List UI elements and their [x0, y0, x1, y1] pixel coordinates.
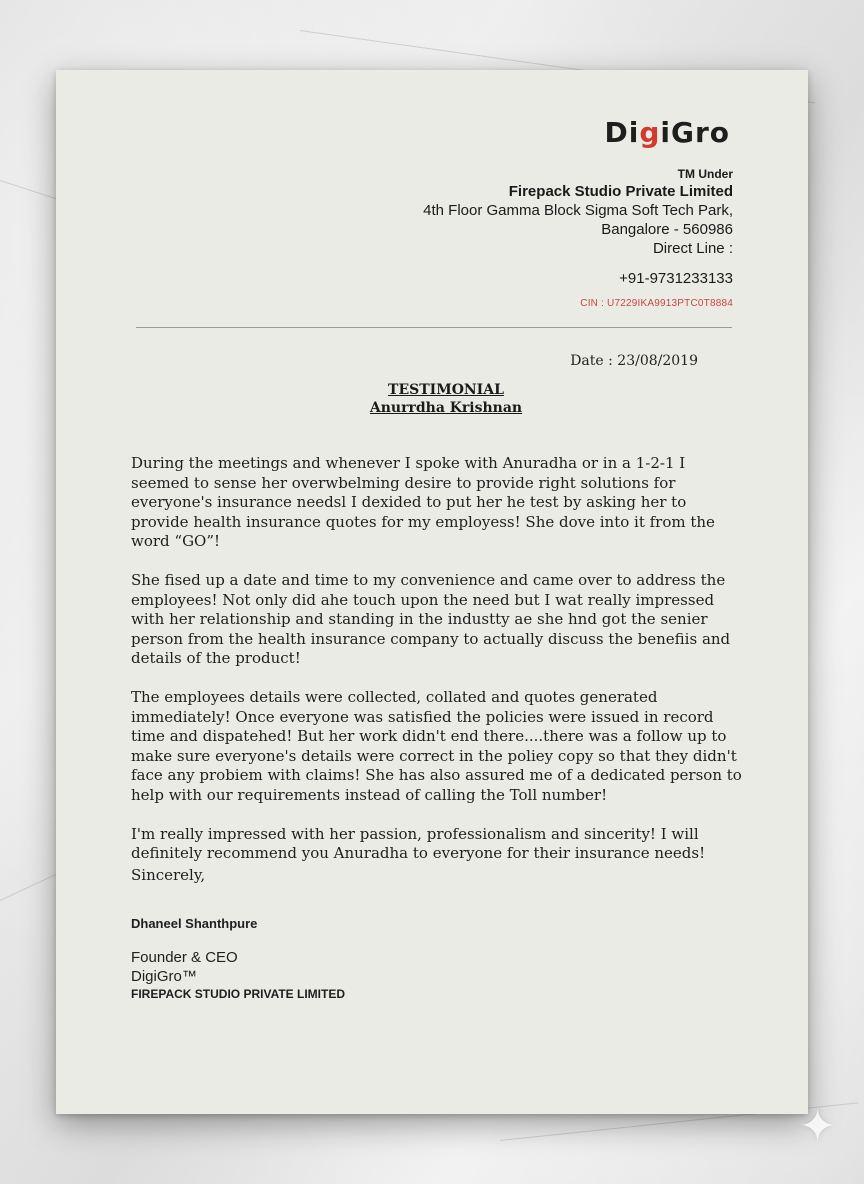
signer-role: Founder & CEO: [131, 949, 238, 966]
letter-closing: Sincerely,: [131, 866, 206, 884]
direct-line-label: Direct Line :: [652, 240, 733, 257]
body-paragraph-3: The employees details were collected, collated and quotes generated immediately! Once everyone was satisfied the policies were issued in record time and dispatehed! But her work didn't end there....there was a follow up to make sure everyone's details were correct in the poliey copy so that they didn't face any probiem with claims! She has also assured me of a dedicated person to help with our requirements instead of calling the Toll number!: [131, 687, 742, 804]
letter-title: TESTIMONIAL: [388, 382, 504, 398]
phone-number: +91-9731233133: [619, 270, 733, 287]
body-paragraph-4: I'm really impressed with her passion, professionalism and sincerity! I will definitely recommend you Anuradha to everyone for their insurance needs!: [131, 824, 706, 863]
signer-brand: DigiGro™: [131, 968, 197, 985]
letter-subject: Anurrdha Krishnan: [369, 400, 523, 416]
cin-number: CIN : U7229IKA9913PTC0T8884: [580, 298, 733, 309]
sparkle-icon: ✦: [799, 1101, 836, 1152]
signer-firm: FIREPACK STUDIO PRIVATE LIMITED: [131, 987, 346, 1001]
header-divider: [136, 327, 732, 328]
tm-under-label: TM Under: [677, 167, 733, 181]
letter-paper: [56, 70, 808, 1114]
body-paragraph-1: During the meetings and whenever I spoke with Anuradha or in a 1-2-1 I seemed to sense her overwbelming desire to provide right solutions for everyone's insurance needsl I dexided to put her he test by asking her to provide health insurance quotes for my employess! She dove into it from the word “GO”!: [131, 454, 715, 551]
letter-body: [131, 454, 746, 883]
logo-text-part1: Di: [604, 116, 640, 149]
letterhead-details: [423, 166, 733, 309]
letter-title-block: [56, 381, 836, 417]
signer-name: Dhaneel Shanthpure: [131, 916, 258, 931]
logo-text-part3: iGro: [660, 116, 730, 149]
company-name: Firepack Studio Private Limited: [508, 183, 733, 200]
letter-date: Date : 23/08/2019: [570, 353, 698, 369]
logo-text-accent: g: [639, 116, 661, 149]
signer-details: [131, 948, 345, 1003]
address-line-1: 4th Floor Gamma Block Sigma Soft Tech Park,: [423, 202, 733, 219]
address-line-2: Bangalore - 560986: [601, 221, 733, 238]
digigro-logo: [604, 116, 730, 149]
body-paragraph-2: She fised up a date and time to my convenience and came over to address the employees! Not only did ahe touch upon the need but I wat really impressed with her relationship and standing in the industty ae she hnd got the senier person from the health insurance company to actually discuss the benefiis and details of the product!: [131, 570, 731, 668]
